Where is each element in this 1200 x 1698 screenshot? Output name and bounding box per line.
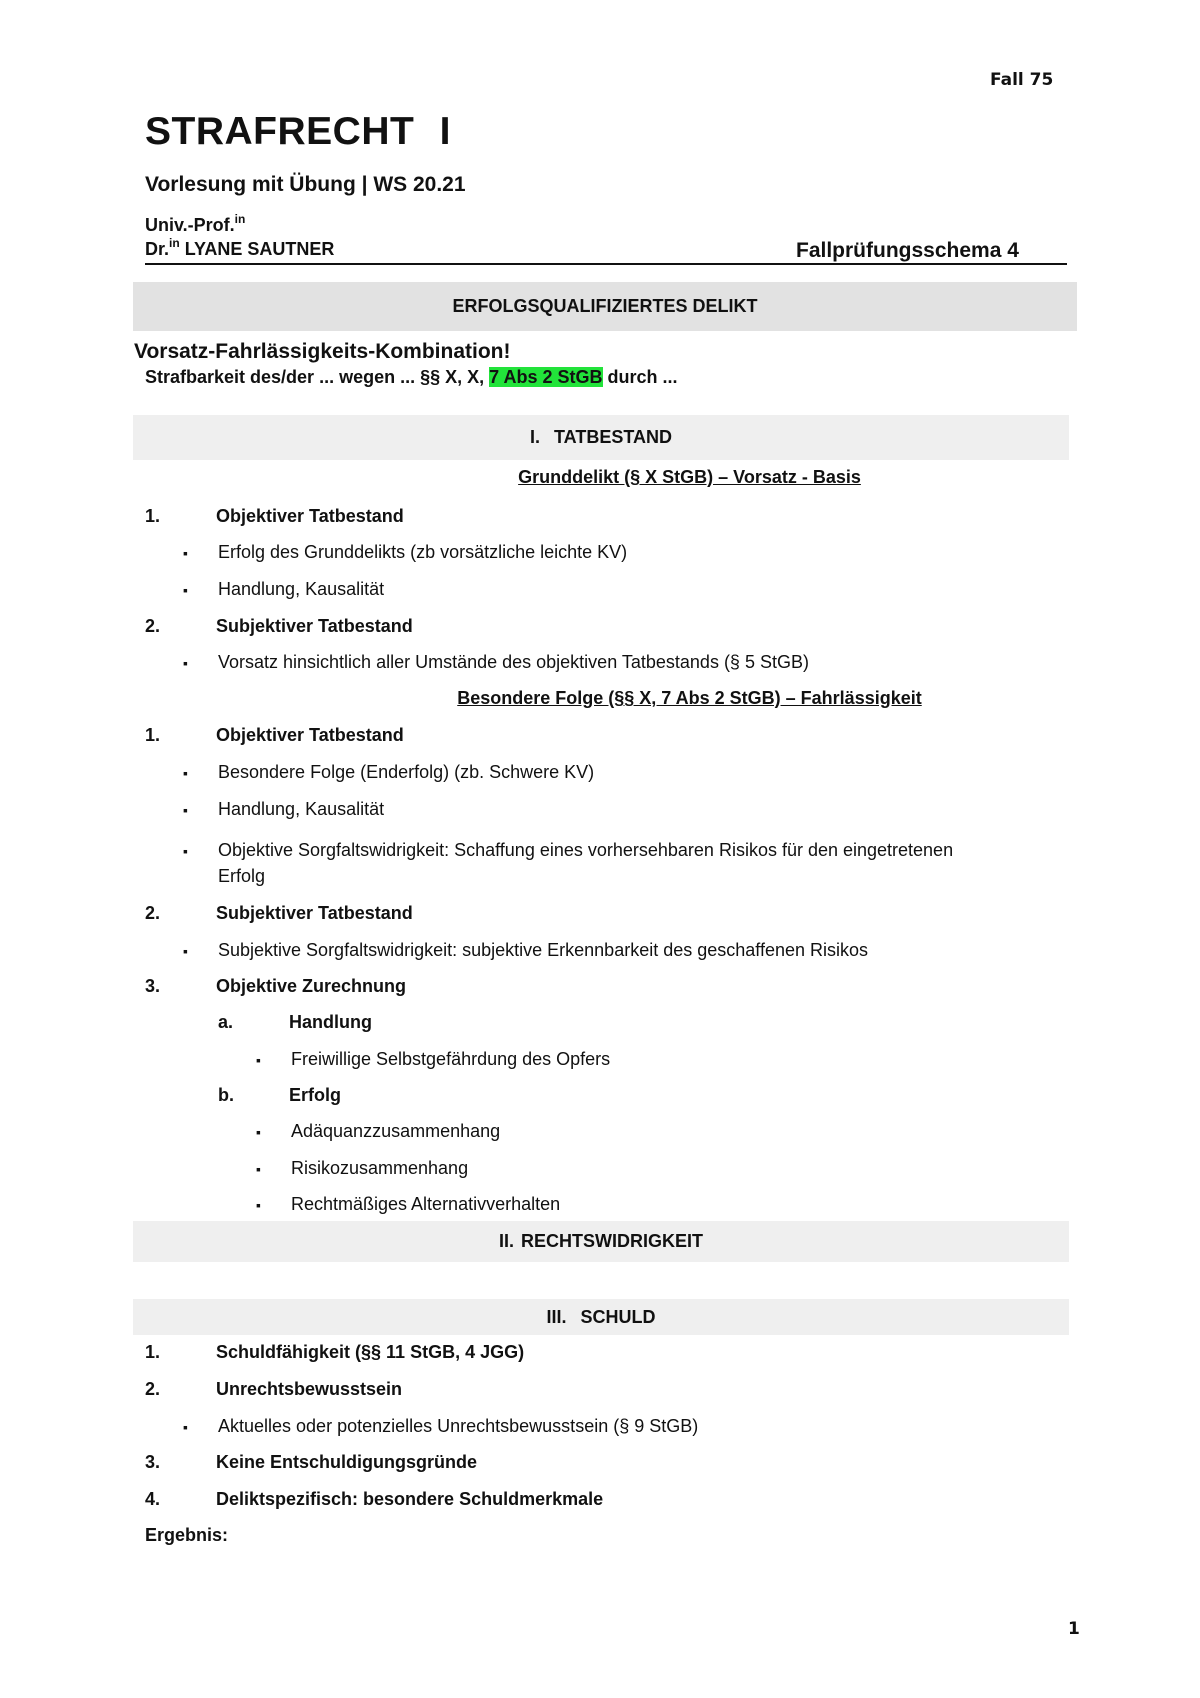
list-item: Handlung, Kausalität xyxy=(218,579,385,599)
bullet-icon: ▪ xyxy=(183,802,188,818)
page-number: 1 xyxy=(1068,1619,1080,1639)
section-numeral: I. xyxy=(530,427,541,447)
objektive-zurechnung-label: Objektive Zurechnung xyxy=(216,976,407,996)
section-numeral: III. xyxy=(546,1306,567,1327)
professor-title-text: Univ.-Prof. xyxy=(145,215,235,235)
objektiver-tatbestand-label: Objektiver Tatbestand xyxy=(216,725,404,745)
grunddelikt-heading: Grunddelikt (§ X StGB) – Vorsatz - Basis xyxy=(518,467,861,487)
list-item: Rechtmäßiges Alternativverhalten xyxy=(291,1194,561,1214)
ergebnis-label: Ergebnis: xyxy=(145,1525,229,1545)
entschuldigungsgruende-label: Keine Entschuldigungsgründe xyxy=(216,1452,478,1472)
list-item: Objektive Sorgfaltswidrigkeit: Schaffung eines vorhersehbaren Risikos für den eingetretenen xyxy=(218,840,954,860)
section-numeral: II. xyxy=(498,1231,514,1251)
list-number: 1. xyxy=(145,506,161,526)
list-number: 2. xyxy=(145,903,161,923)
section-band-schuld xyxy=(133,1299,1069,1335)
professor-title-sup: in xyxy=(234,212,246,226)
list-number: 3. xyxy=(145,976,161,996)
bullet-icon: ▪ xyxy=(183,655,188,671)
bullet-icon: ▪ xyxy=(183,943,188,959)
professor-name: LYANE SAUTNER xyxy=(179,239,335,259)
bullet-icon: ▪ xyxy=(256,1161,261,1177)
section-band-tatbestand xyxy=(133,415,1069,460)
besondere-folge-heading: Besondere Folge (§§ X, 7 Abs 2 StGB) – Fahrlässigkeit xyxy=(457,688,922,708)
case-number: Fall 75 xyxy=(990,70,1054,90)
schema-label: Fallprüfungsschema 4 xyxy=(796,239,1019,262)
section-band-label: RECHTSWIDRIGKEIT xyxy=(521,1231,703,1251)
list-number: 1. xyxy=(145,725,161,745)
list-number: 4. xyxy=(145,1489,161,1509)
list-item: Subjektive Sorgfaltswidrigkeit: subjektive Erkennbarkeit des geschaffenen Risikos xyxy=(218,940,869,960)
course-subtitle: Vorlesung mit Übung | WS 20.21 xyxy=(145,173,466,196)
subjektiver-tatbestand-label: Subjektiver Tatbestand xyxy=(216,616,413,636)
professor-dr-sup: in xyxy=(169,236,180,250)
schuldmerkmale-label: Deliktspezifisch: besondere Schuldmerkmale xyxy=(216,1489,604,1509)
list-number: 3. xyxy=(145,1452,161,1472)
section-band-label: SCHULD xyxy=(580,1306,656,1327)
sub-list-letter: b. xyxy=(218,1085,234,1105)
document-title: STRAFRECHT I xyxy=(145,110,451,153)
header-divider xyxy=(145,263,1067,265)
erfolg-label: Erfolg xyxy=(289,1085,341,1105)
bullet-icon: ▪ xyxy=(256,1124,261,1140)
list-item: Erfolg des Grunddelikts (zb vorsätzliche leichte KV) xyxy=(218,542,628,562)
strafbarkeit-suffix: durch ... xyxy=(602,367,678,387)
handlung-label: Handlung xyxy=(289,1012,372,1032)
list-item: Handlung, Kausalität xyxy=(218,799,385,819)
list-item: Aktuelles oder potenzielles Unrechtsbewusstsein (§ 9 StGB) xyxy=(218,1416,699,1436)
list-number: 2. xyxy=(145,1379,161,1399)
list-item: Besondere Folge (Enderfolg) (zb. Schwere KV) xyxy=(218,762,595,782)
unrechtsbewusstsein-label: Unrechtsbewusstsein xyxy=(216,1379,403,1399)
schuldfaehigkeit-label: Schuldfähigkeit (§§ 11 StGB, 4 JGG) xyxy=(216,1342,525,1362)
professor-title-line xyxy=(145,212,246,236)
list-number: 2. xyxy=(145,616,161,636)
section-band-label: TATBESTAND xyxy=(554,427,672,447)
professor-name-line xyxy=(145,236,335,260)
strafbarkeit-line xyxy=(145,367,678,388)
subjektiver-tatbestand-label: Subjektiver Tatbestand xyxy=(216,903,413,923)
section-band-erfolgsqualifiziert xyxy=(133,282,1077,331)
list-item-continuation: Erfolg xyxy=(218,866,266,886)
bullet-icon: ▪ xyxy=(256,1197,261,1213)
list-item: Adäquanzzusammenhang xyxy=(291,1121,501,1141)
bullet-icon: ▪ xyxy=(183,765,188,781)
list-number: 1. xyxy=(145,1342,161,1362)
section-band-label: ERFOLGSQUALIFIZIERTES DELIKT xyxy=(452,296,758,316)
list-item: Vorsatz hinsichtlich aller Umstände des objektiven Tatbestands (§ 5 StGB) xyxy=(218,652,809,672)
intro-heading: Vorsatz-Fahrlässigkeits-Kombination! xyxy=(134,340,511,363)
list-item: Risikozusammenhang xyxy=(291,1158,469,1178)
section-band-rechtswidrigkeit xyxy=(133,1221,1069,1262)
objektiver-tatbestand-label: Objektiver Tatbestand xyxy=(216,506,404,526)
bullet-icon: ▪ xyxy=(183,545,188,561)
bullet-icon: ▪ xyxy=(256,1052,261,1068)
bullet-icon: ▪ xyxy=(183,582,188,598)
bullet-icon: ▪ xyxy=(183,843,188,859)
list-item: Freiwillige Selbstgefährdung des Opfers xyxy=(291,1049,611,1069)
strafbarkeit-text: Strafbarkeit des/der ... wegen ... §§ X, X, xyxy=(145,367,490,387)
sub-list-letter: a. xyxy=(218,1012,234,1032)
professor-dr-text: Dr. xyxy=(145,239,170,259)
highlighted-paragraph: 7 Abs 2 StGB xyxy=(489,367,603,387)
bullet-icon: ▪ xyxy=(183,1419,188,1435)
